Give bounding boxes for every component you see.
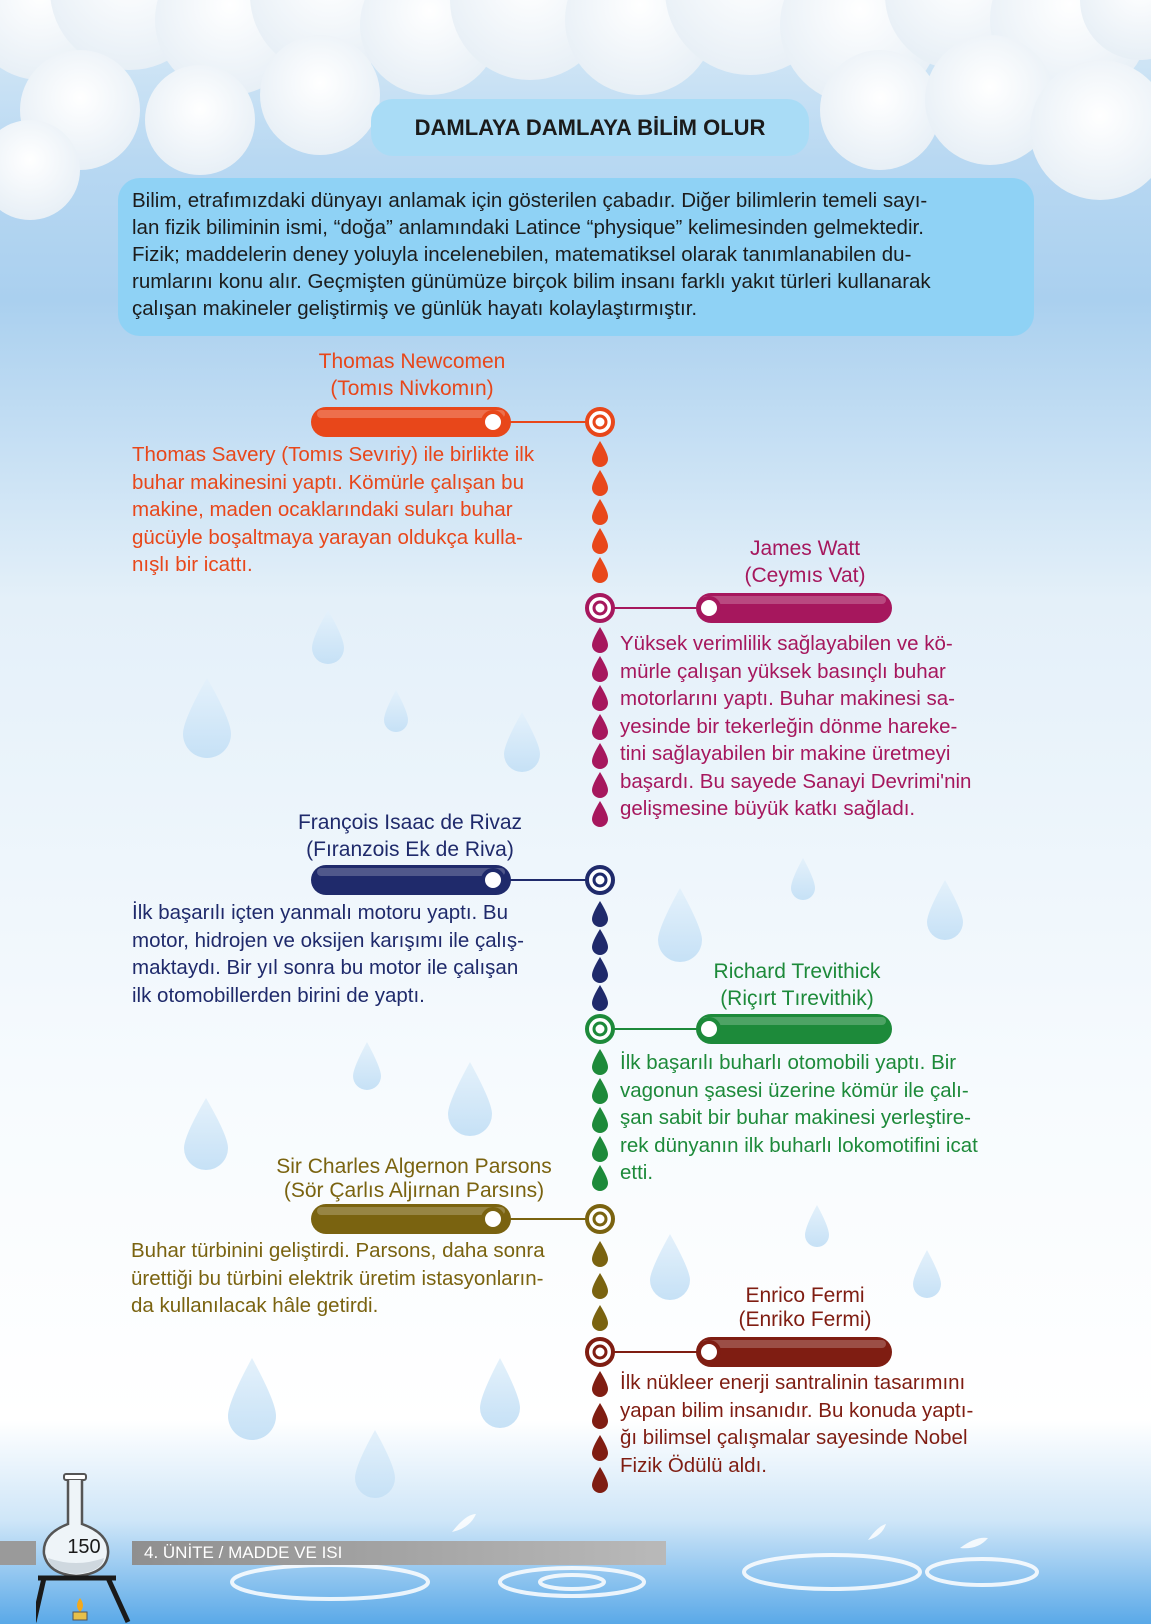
drop-marker <box>592 1241 608 1267</box>
scientist-name-block <box>292 348 532 402</box>
drop-marker <box>592 901 608 927</box>
scientist-name-block <box>700 1284 910 1332</box>
page-title: DAMLAYA DAMLAYA BİLİM OLUR <box>371 99 809 156</box>
timeline-node-inner <box>594 1213 606 1225</box>
scientist-name: Richard Trevithick <box>713 960 881 983</box>
scientist-description: Yüksek verimlilik sağlayabilen ve kö- mürle çalışan yüksek basınçlı buhar motorlarını yaptı. Buhar makinesi sa- yesinde bir tekerleğin dönme hareke- tini sağlayabilen bir makine üretmeyi başardı. Bu sayede Sanayi Devrimi'nin gelişmesine büyük katkı sağladı. <box>620 632 972 820</box>
timeline-ring <box>483 870 503 890</box>
drop-marker <box>592 528 608 554</box>
drop-marker <box>592 801 608 827</box>
drop-marker <box>592 1136 608 1162</box>
timeline-bar-highlight <box>702 1340 886 1348</box>
scientist-name-block <box>244 1153 584 1202</box>
drop-marker <box>592 985 608 1011</box>
intro-line: çalışan makineler geliştirmiş ve günlük hayatı kolaylaştırmıştır. <box>132 297 698 320</box>
drop-marker <box>592 1467 608 1493</box>
scientist-description: İlk başarılı içten yanmalı motoru yaptı. Bu motor, hidrojen ve oksijen karışımı ile çalış- maktaydı. Bir yıl sonra bu motor ile çalışan ilk otomobillerden birini de yaptı. <box>132 901 524 1007</box>
drop-marker <box>592 957 608 983</box>
timeline-bar-highlight <box>317 868 505 876</box>
timeline-node-inner <box>594 416 606 428</box>
scientist-name-block <box>680 958 914 1012</box>
drop-marker <box>592 1371 608 1397</box>
drop-marker <box>592 557 608 583</box>
scientist-name: François Isaac de Rivaz <box>297 811 523 834</box>
timeline-node-inner <box>594 874 606 886</box>
drop-marker <box>592 627 608 653</box>
drop-marker <box>592 714 608 740</box>
drop-marker <box>592 441 608 467</box>
timeline-bar-highlight <box>702 1017 886 1025</box>
scientist-name: Sir Charles Algernon Parsons <box>276 1155 552 1178</box>
drop-marker <box>592 743 608 769</box>
page-number: 150 <box>67 1536 101 1558</box>
drop-marker <box>592 656 608 682</box>
intro-line: Bilim, etrafımızdaki dünyayı anlamak için gösterilen çabadır. Diğer bilimlerin temeli sayı- <box>132 189 928 212</box>
drop-marker <box>592 1273 608 1299</box>
scientist-description: İlk nükleer enerji santralinin tasarımını yapan bilim insanıdır. Bu konuda yaptı- ğı bilimsel çalışmalar sayesinde Nobel Fizik Ödülü aldı. <box>620 1371 974 1477</box>
timeline-bar-highlight <box>317 410 505 418</box>
timeline-node-inner <box>594 1346 606 1358</box>
footer-left-strip <box>0 1541 36 1565</box>
timeline-node-inner <box>594 1023 606 1035</box>
drop-marker <box>592 1305 608 1331</box>
scientist-pronunciation: (Enriko Fermi) <box>738 1308 872 1331</box>
scientist-pronunciation: (Sör Çarlıs Aljırnan Parsıns) <box>283 1179 545 1202</box>
intro-line: rumlarını konu alır. Geçmişten günümüze birçok bilim insanı farklı yakıt türleri kullanarak <box>132 270 931 293</box>
drop-marker <box>592 1435 608 1461</box>
drop-marker <box>592 1049 608 1075</box>
drop-marker <box>592 1403 608 1429</box>
drop-marker <box>592 929 608 955</box>
scientist-description: Thomas Savery (Tomıs Sevıriy) ile birlikte ilk buhar makinesini yaptı. Kömürle çalışan bu makine, maden ocaklarındaki suları buhar gücüyle boşaltmaya yarayan oldukça kulla- nışlı bir icattı. <box>132 443 535 576</box>
timeline-ring <box>699 1019 719 1039</box>
drop-marker <box>592 470 608 496</box>
drop-marker <box>592 1165 608 1191</box>
timeline-ring <box>483 412 503 432</box>
scientist-pronunciation: (Ceymıs Vat) <box>744 564 866 587</box>
scientist-name: James Watt <box>749 537 861 560</box>
drop-marker <box>592 685 608 711</box>
scientist-name: Enrico Fermi <box>745 1284 865 1307</box>
unit-label: 4. ÜNİTE / MADDE VE ISI <box>132 1541 666 1565</box>
timeline-ring <box>699 1342 719 1362</box>
scientist-description: Buhar türbinini geliştirdi. Parsons, daha sonra ürettiği bu türbini elektrik üretim istasyonların- da kullanılacak hâle getirdi. <box>131 1239 545 1317</box>
timeline-bar-highlight <box>317 1207 505 1215</box>
scientist-description: İlk başarılı buharlı otomobili yaptı. Bir vagonun şasesi üzerine kömür ile çalı- şan sabit bir buhar makinesi yerleştire- rek dünyanın ilk buharlı lokomotifini icat etti. <box>620 1051 978 1184</box>
scientist-pronunciation: (Riçırt Tırevithik) <box>720 987 874 1010</box>
intro-line: lan fizik biliminin ismi, “doğa” anlamındaki Latince “physique” kelimesinden gelmektedir. <box>132 216 924 239</box>
drop-marker <box>592 1107 608 1133</box>
drop-marker <box>592 772 608 798</box>
timeline-ring <box>483 1209 503 1229</box>
scientist-name-block <box>270 809 550 863</box>
drop-marker <box>592 499 608 525</box>
scientist-name-block <box>690 535 920 589</box>
timeline-node-inner <box>594 602 606 614</box>
timeline-ring <box>699 598 719 618</box>
scientist-name: Thomas Newcomen <box>318 350 506 373</box>
scientist-pronunciation: (Tomıs Nivkomın) <box>330 377 494 400</box>
drop-marker <box>592 1078 608 1104</box>
timeline-bar-highlight <box>702 596 886 604</box>
intro-line: Fizik; maddelerin deney yoluyla incelenebilen, matematiksel olarak tanımlanabilen du- <box>132 243 912 266</box>
scientist-pronunciation: (Fıranzois Ek de Riva) <box>306 838 514 861</box>
